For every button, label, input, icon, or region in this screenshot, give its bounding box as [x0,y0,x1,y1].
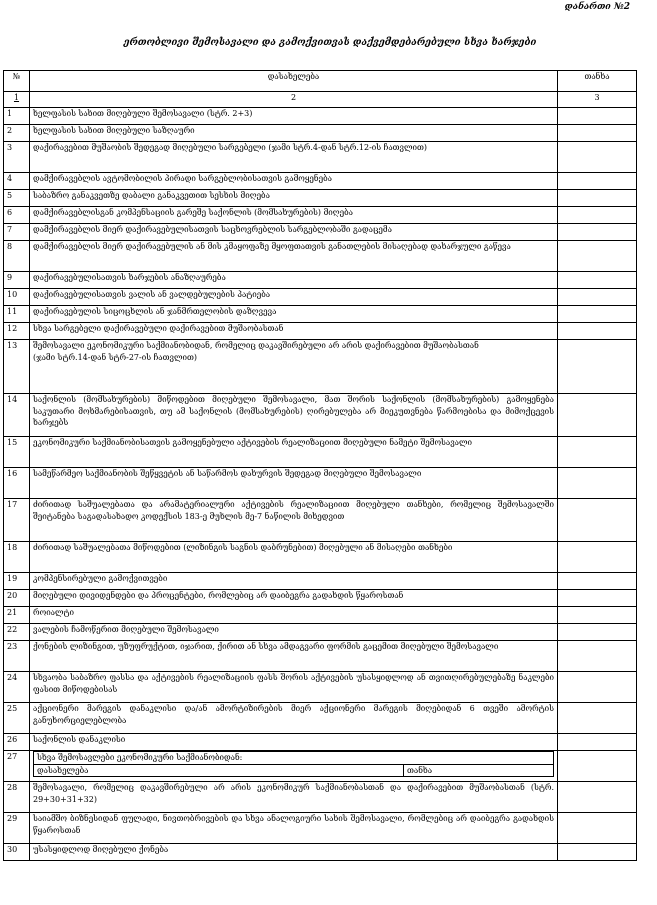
row-description: კომპენსირებული გამოქვითვები [30,573,558,590]
row-description: ხელფასის სახით მიღებული საზღაური [30,125,558,142]
amount-cell[interactable] [558,224,637,241]
table-row [4,813,637,844]
table-row [4,672,637,703]
table-row [4,641,637,672]
table-row [4,207,637,224]
row-number: 20 [4,590,30,607]
column-index-2: 2 [30,92,558,108]
amount-cell[interactable] [558,142,637,173]
row-number: 27 [4,751,30,782]
table-row [4,542,637,573]
row-description: დაქირავებულისათვის ვალის ან ვალდებულების პატიება [30,289,558,306]
row-number: 1 [4,108,30,125]
row-description: საიამშო ბიზნესიდან ფულადი, ნივთობრივების და სხვა ანალოგიური სახის შემოსავალი, რომლებიც არ დაიბეგრა გადახდის წყაროსთან [30,813,558,844]
amount-cell[interactable] [558,272,637,289]
row-number: 5 [4,190,30,207]
table-row [4,468,637,499]
amount-cell[interactable] [558,468,637,499]
amount-cell[interactable] [558,289,637,306]
row-description: ძირითად საშუალებათა და არამატერიალური აქტივების რეალიზაციით მიღებული თანხები, რომელიც შემოსავალში შეიტანება საგადასახადო კოდექსის 183-ე მუხლის მე-7 ნაწილის მიხედვით [30,499,558,542]
row-number: 11 [4,306,30,323]
amount-cell[interactable] [558,782,637,813]
amount-cell[interactable] [558,394,637,437]
row-number: 10 [4,289,30,306]
row-number: 28 [4,782,30,813]
row-number: 2 [4,125,30,142]
table-row [4,108,637,125]
row-description: ქონების ლიზინგით, უზუფრუქტით, იჯარით, ქირით ან სხვა ამდაგვარი ფორმის გაცემით მიღებული შემოსავალი [30,641,558,672]
table-row [4,340,637,394]
table-row [4,590,637,607]
amount-cell[interactable] [558,590,637,607]
row-number: 24 [4,672,30,703]
amount-cell[interactable] [558,672,637,703]
table-row [4,607,637,624]
table-row [4,624,637,641]
table-row [4,499,637,542]
row-number: 8 [4,241,30,272]
header-description: დასახელება [30,71,558,92]
amount-cell[interactable] [558,703,637,734]
table-row [4,241,637,272]
table-row [4,782,637,813]
row-number: 3 [4,142,30,173]
annex-label: დანართი №2 [564,2,630,12]
row-number: 17 [4,499,30,542]
document-title: ერთობლივი შემოსავალი და გამოქვითვას დაქვემდებარებული სხვა ხარჯები [123,37,537,48]
amount-cell[interactable] [558,751,637,782]
column-index-3: 3 [558,92,637,108]
sub-header-amount: თანხა [404,764,554,777]
row-description-with-subtable [30,751,558,782]
table-row [4,703,637,734]
amount-cell[interactable] [558,813,637,844]
row-description: საბაზრო განაკვეთზე დაბალი განაკვეთით სესხის მიღება [30,190,558,207]
row-description: სხვაობა საბაზრო ფასსა და აქტივების რეალიზაციის ფასს შორის აქტივების უსასყიდლოდ ან თვითღირებულებაზე ნაკლები ფასით მიწოდებისას [30,672,558,703]
row-number: 9 [4,272,30,289]
table-row [4,289,637,306]
row-number: 30 [4,844,30,861]
amount-cell[interactable] [558,340,637,394]
row-number: 22 [4,624,30,641]
row-number: 12 [4,323,30,340]
row-description: ეკონომიკური საქმიანობისათვის გამოყენებული აქტივების რეალიზაციით მიღებული ნამეტი შემოსავალი [30,437,558,468]
table-row [4,734,637,751]
row-description: დაქირავებულისათვის ხარჯების ანაზღაურება [30,272,558,289]
row-number: 13 [4,340,30,394]
row-description: სხვა შემოსავლები ეკონომიკური საქმიანობიდან: [34,752,554,765]
amount-cell[interactable] [558,306,637,323]
amount-cell[interactable] [558,437,637,468]
row-description: ძირითად საშუალებათა მიწოდებით (ლიზინგის საგნის დაბრუნებით) მიღებული ან მისაღები თანხები [30,542,558,573]
row-number: 16 [4,468,30,499]
amount-cell[interactable] [558,573,637,590]
row-number: 7 [4,224,30,241]
row-description: აქციონერი მარეგის დანაკლისი და/ან ამორტიზირების მიერ აქციონერი მარეგის მიღებიდან 6 თვეში ამორტის განუხორციელებლობა [30,703,558,734]
amount-cell[interactable] [558,734,637,751]
row-number: 26 [4,734,30,751]
row-number: 23 [4,641,30,672]
row-number: 19 [4,573,30,590]
table-row [4,751,637,782]
amount-cell[interactable] [558,323,637,340]
amount-cell[interactable] [558,207,637,224]
row-description: ვალების ჩამოწერით მიღებული შემოსავალი [30,624,558,641]
amount-cell[interactable] [558,173,637,190]
row-number: 15 [4,437,30,468]
row-number: 25 [4,703,30,734]
amount-cell[interactable] [558,190,637,207]
table-row [4,125,637,142]
table-row [4,272,637,289]
table-row [4,323,637,340]
row-number: 4 [4,173,30,190]
row-description: უსასყიდლოდ მიღებული ქონება [30,844,558,861]
row-number: 6 [4,207,30,224]
table-row [4,190,637,207]
table-row [4,844,637,861]
row-number: 18 [4,542,30,573]
row-description: დამქირავებლის მიერ დაქირავებულისათვის საცხოვრებლის სარგებლობაში გადაცემა [30,224,558,241]
amount-cell[interactable] [558,241,637,272]
row-description: დამქირავებლის ავტომობილის პირადი სარგებლობისათვის გამოყენება [30,173,558,190]
amount-cell[interactable] [558,108,637,125]
amount-cell[interactable] [558,607,637,624]
table-row [4,224,637,241]
amount-cell[interactable] [558,125,637,142]
row-number: 29 [4,813,30,844]
row-description: დამქირავებლის მიერ დაქირავებულის ან მის კმაყოფაზე მყოფთათვის განათლების მისაღებად დახარჯული გაწევა [30,241,558,272]
row-description: მიღებული დივიდენდები და პროცენტები, რომლებიც არ დაიბეგრა გადახდის წყაროსთან [30,590,558,607]
column-index-1: 1 [4,92,30,108]
amount-cell[interactable] [558,499,637,542]
declaration-table [3,70,637,861]
row-number: 14 [4,394,30,437]
amount-cell[interactable] [558,542,637,573]
table-row [4,394,637,437]
table-row [4,173,637,190]
amount-cell[interactable] [558,641,637,672]
row-number: 21 [4,607,30,624]
row-description: შემოსავალი ეკონომიკური საქმიანობიდან, რომელიც დაკავშირებული არ არის დაქირავებით მუშაობასთან (ჯამი სტრ.14-დან სტრ-27-ის ჩათვლით) [30,340,558,394]
header-amount: თანხა [558,71,637,92]
row-description: დაქირავებულის სიცოცხლის ან ჯანმრთელობის დაზღვევა [30,306,558,323]
amount-cell[interactable] [558,844,637,861]
row-description: დამქირავებლისგან კომპენსაციის გარეშე საქონლის (მომსახურების) მიღება [30,207,558,224]
table-row [4,437,637,468]
row-description: სამეწარმეო საქმიანობის შეწყვეტის ან საწარმოს დახურვის შედეგად მიღებული შემოსავალი [30,468,558,499]
row-description: საქონლის (მომსახურების) მიწოდებით მიღებული შემოსავალი, მათ შორის საქონლის (მომსახურების) გამოყენება საკუთარი მოხმარებისათვის, თუ ამ საქონლის (მომსახურების) ღირებულება არ მიეკუთვნება წარმოებისა და მიმოქცევის ხარჯებს [30,394,558,437]
other-income-subtable [33,751,554,777]
table-row [4,142,637,173]
amount-cell[interactable] [558,624,637,641]
row-description: ხელფასის სახით მიღებული შემოსავალი (სტრ. 2+3) [30,108,558,125]
header-row [4,71,637,92]
row-description: დაქირავებით მუშაობის შედეგად მიღებული სარგებელი (ჯამი სტრ.4-დან სტრ.12-ის ჩათვლით) [30,142,558,173]
row-description: სხვა სარგებელი დაქირავებული დაქირავებით მუშაობასთან [30,323,558,340]
table-row [4,573,637,590]
sub-header-description: დასახელება [34,764,404,777]
column-index-row [4,92,637,108]
row-description: როიალტი [30,607,558,624]
row-description: საქონლის დანაკლისი [30,734,558,751]
header-number: № [4,71,30,92]
row-description: შემოსავალი, რომელიც დაკავშირებული არ არის ეკონომიკურ საქმიანობასთან და დაქირავებით მუშაობასთან (სტრ. 29+30+31+32) [30,782,558,813]
table-row [4,306,637,323]
